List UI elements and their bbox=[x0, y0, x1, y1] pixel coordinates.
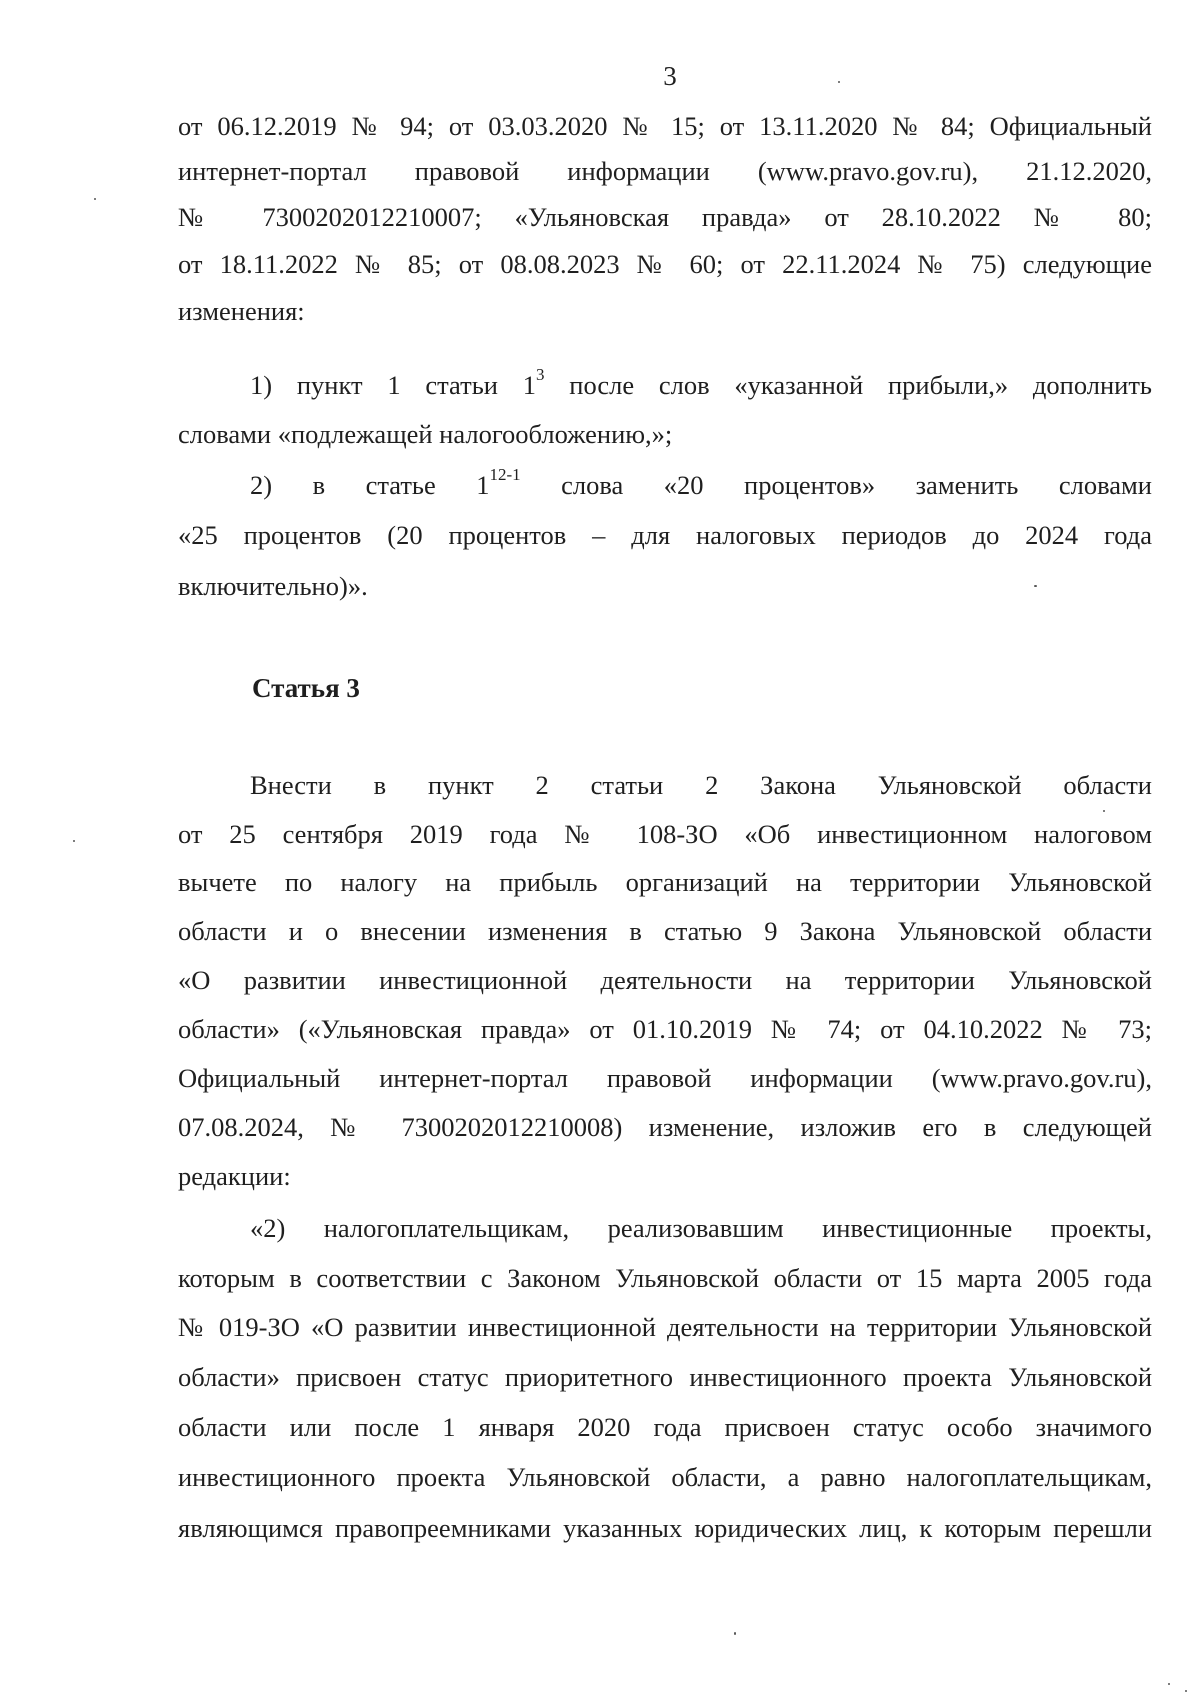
item-2-line: включительно)». bbox=[178, 571, 368, 601]
scan-speck bbox=[1168, 1683, 1170, 1685]
item-1-line: 1) пункт 1 статьи $1^3$ после слов «указанной прибыли,» дополнить bbox=[250, 365, 1152, 400]
article-3-line: области» присвоен статус приоритетного инвестиционного проекта Ульяновской bbox=[178, 1362, 1152, 1392]
text-line: от 18.11.2022 № 85; от 08.08.2023 № 60; от 22.11.2024 № 75) следующие bbox=[178, 249, 1152, 279]
article-3-line: являющимся правопреемниками указанных юридических лиц, к которым перешли bbox=[178, 1513, 1152, 1543]
scan-speck bbox=[734, 1632, 736, 1635]
article-3-line: 07.08.2024, № 7300202012210008) изменение, изложив его в следующей bbox=[178, 1112, 1152, 1142]
article-3-line: № 019-ЗО «О развитии инвестиционной деятельности на территории Ульяновской bbox=[178, 1312, 1152, 1342]
scan-speck bbox=[838, 81, 840, 83]
text-line: № 7300202012210007; «Ульяновская правда» от 28.10.2022 № 80; bbox=[178, 202, 1152, 232]
article-3-line: области» («Ульяновская правда» от 01.10.2019 № 74; от 04.10.2022 № 73; bbox=[178, 1014, 1152, 1044]
article-3-line: области и о внесении изменения в статью 9 Закона Ульяновской области bbox=[178, 916, 1152, 946]
article-3-line: Внести в пункт 2 статьи 2 Закона Ульяновской области bbox=[250, 770, 1152, 800]
text-line: изменения: bbox=[178, 296, 305, 326]
article-3-line: редакции: bbox=[178, 1161, 291, 1191]
article-3-line: инвестиционного проекта Ульяновской области, а равно налогоплательщикам, bbox=[178, 1462, 1152, 1492]
scan-speck bbox=[1185, 1690, 1187, 1692]
scan-speck bbox=[1103, 810, 1105, 812]
article-3-line: «2) налогоплательщикам, реализовавшим инвестиционные проекты, bbox=[250, 1213, 1152, 1243]
item-1-line: словами «подлежащей налогообложению,»; bbox=[178, 419, 673, 449]
article-3-line: «О развитии инвестиционной деятельности на территории Ульяновской bbox=[178, 965, 1152, 995]
article-3-line: области или после 1 января 2020 года присвоен статус особо значимого bbox=[178, 1412, 1152, 1442]
article-3-heading: Статья 3 bbox=[252, 673, 360, 703]
item-2-line: 2) в статье 1$^{12-1}$ слова «20 процентов» заменить словами bbox=[250, 465, 1152, 500]
text-line: от 06.12.2019 № 94; от 03.03.2020 № 15; от 13.11.2020 № 84; Официальный bbox=[178, 111, 1152, 141]
scan-speck bbox=[73, 840, 75, 842]
article-3-line: вычете по налогу на прибыль организаций на территории Ульяновской bbox=[178, 867, 1152, 897]
text-line: интернет-портал правовой информации (www.pravo.gov.ru), 21.12.2020, bbox=[178, 156, 1152, 186]
scan-speck bbox=[94, 198, 96, 200]
article-3-line: которым в соответствии с Законом Ульяновской области от 15 марта 2005 года bbox=[178, 1263, 1152, 1293]
item-2-line: «25 процентов (20 процентов – для налоговых периодов до 2024 года bbox=[178, 520, 1152, 550]
scan-speck bbox=[1034, 585, 1037, 587]
article-3-line: от 25 сентября 2019 года № 108-ЗО «Об инвестиционном налоговом bbox=[178, 819, 1152, 849]
page-number: 3 bbox=[663, 61, 677, 91]
article-3-line: Официальный интернет-портал правовой информации (www.pravo.gov.ru), bbox=[178, 1063, 1152, 1093]
